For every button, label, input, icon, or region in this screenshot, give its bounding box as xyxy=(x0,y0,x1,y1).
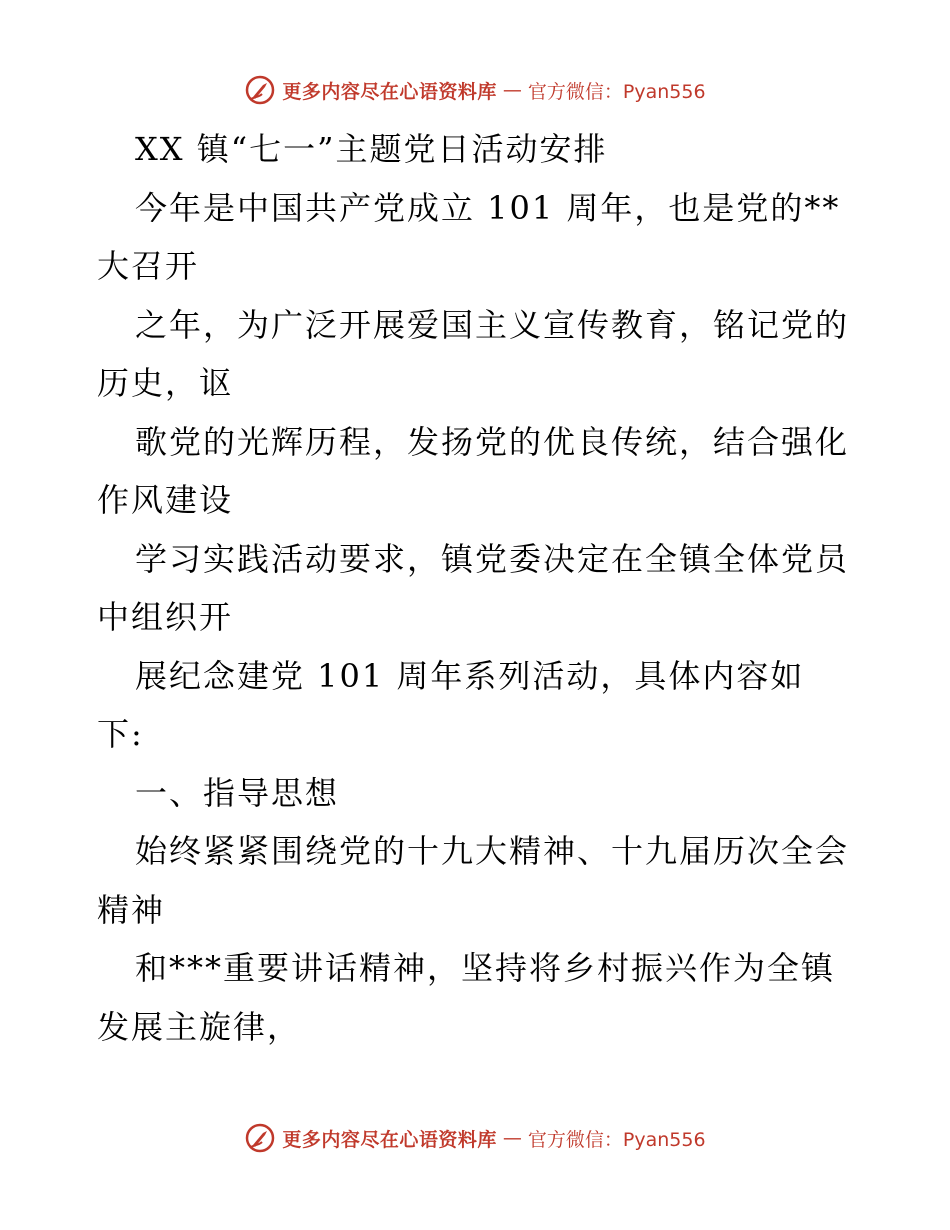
header-watermark-banner xyxy=(0,70,950,110)
footer-watermark-content xyxy=(244,1122,705,1154)
header-watermark-content xyxy=(244,74,705,106)
paragraph-line: 之年，为广泛开展爱国主义宣传教育，铭记党的 xyxy=(135,305,850,344)
paragraph-line: 始终紧紧围绕党的十九大精神、十九届历次全会 xyxy=(135,832,850,870)
header-watermark-separator: — xyxy=(502,79,522,101)
document-title: XX 镇“七一”主题党日活动安排 xyxy=(135,130,608,168)
paragraph-line: 学习实践活动要求，镇党委决定在全镇全体党员 xyxy=(135,539,850,578)
pen-nib-logo-icon xyxy=(244,1122,276,1154)
paragraph-line: 中组织开 xyxy=(97,598,234,636)
footer-watermark-right-text: 官方微信：Pyan556 xyxy=(527,1128,706,1151)
paragraph-line: 精神 xyxy=(97,890,166,929)
paragraph-line: 大召开 xyxy=(97,247,200,285)
footer-watermark-separator: — xyxy=(502,1127,522,1149)
document-body xyxy=(97,120,877,1056)
paragraph-line: 下: xyxy=(97,715,144,753)
footer-watermark-left-text: 更多内容尽在心语资料库 xyxy=(282,1128,497,1151)
header-watermark-left-text: 更多内容尽在心语资料库 xyxy=(282,80,497,103)
paragraph-line: 展纪念建党 101 周年系列活动，具体内容如 xyxy=(135,656,805,695)
pen-nib-logo-icon xyxy=(244,74,276,106)
paragraph-line: 歌党的光辉历程，发扬党的优良传统，结合强化 xyxy=(135,422,850,461)
paragraph-line: 历史，讴 xyxy=(97,364,234,402)
paragraph-line: 和***重要讲话精神，坚持将乡村振兴作为全镇 xyxy=(135,949,836,987)
footer-watermark-banner xyxy=(0,1118,950,1158)
paragraph-line: 作风建设 xyxy=(97,481,234,519)
section-heading: 一、指导思想 xyxy=(135,773,340,812)
paragraph-line: 发展主旋律， xyxy=(97,1007,302,1046)
header-watermark-right-text: 官方微信：Pyan556 xyxy=(527,80,706,103)
paragraph-line: 今年是中国共产党成立 101 周年，也是党的** xyxy=(135,188,841,227)
